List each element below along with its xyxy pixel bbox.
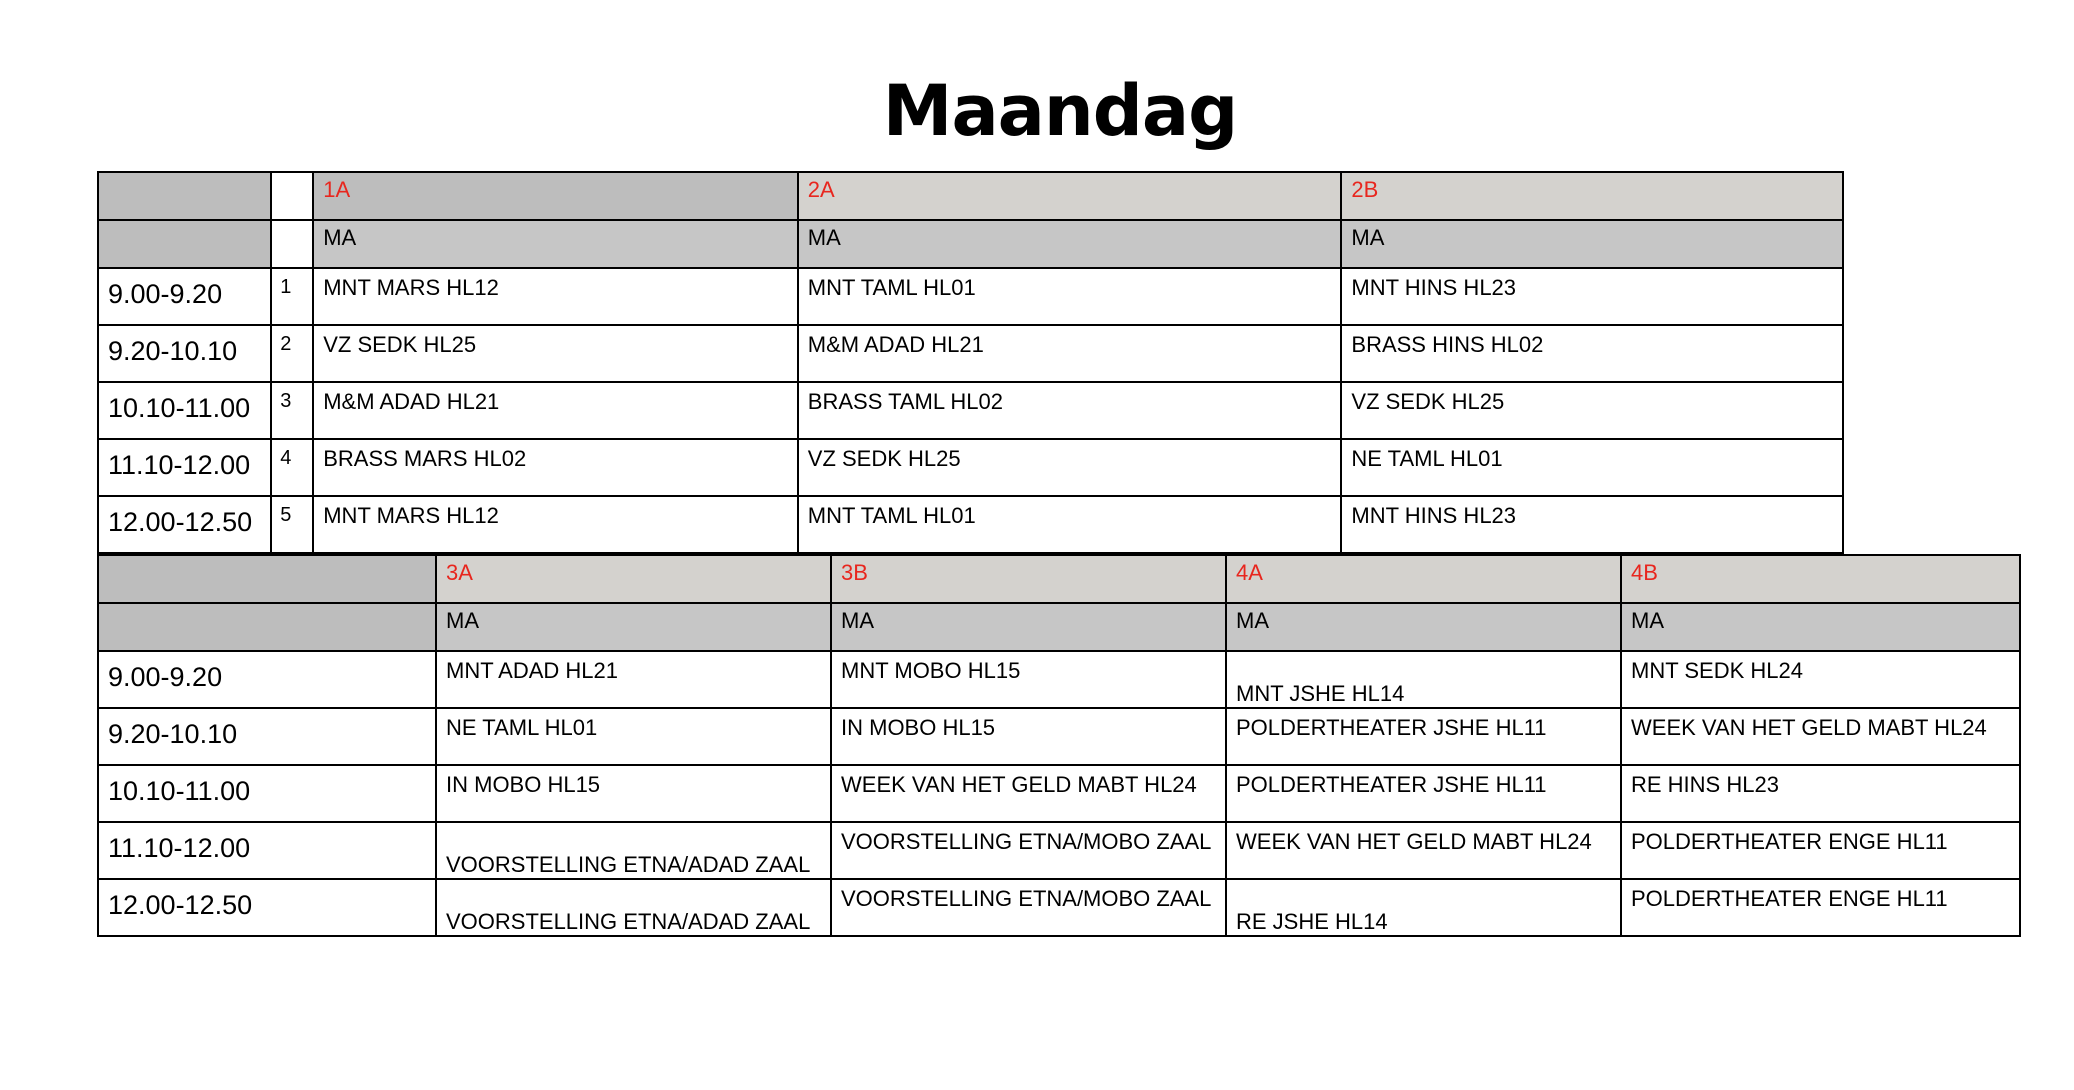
lesuur-cell: 2	[271, 325, 313, 382]
les-cell: MNT HINS HL23	[1341, 496, 1843, 553]
klas-header: 4A	[1226, 555, 1621, 603]
klas-header: 2B	[1341, 172, 1843, 220]
les-cell: POLDERTHEATER ENGE HL11	[1621, 822, 2020, 879]
vak-header: MA	[1226, 603, 1621, 651]
les-cell: POLDERTHEATER JSHE HL11	[1226, 708, 1621, 765]
tijd-cell: 10.10-11.00	[98, 382, 271, 439]
tijd-cell: 10.10-11.00	[98, 765, 436, 822]
vak-header: MA	[436, 603, 831, 651]
vak-header-row	[98, 603, 2020, 651]
page-title: Maandag	[882, 70, 1238, 152]
les-cell: MNT MARS HL12	[313, 268, 798, 325]
les-cell: MNT TAML HL01	[798, 496, 1342, 553]
klas-header: 3B	[831, 555, 1226, 603]
table-row	[98, 708, 2020, 765]
lesuur-cell: 5	[271, 496, 313, 553]
tijd-cell: 9.00-9.20	[98, 651, 436, 708]
les-cell: VZ SEDK HL25	[1341, 382, 1843, 439]
les-cell: POLDERTHEATER ENGE HL11	[1621, 879, 2020, 936]
les-cell: BRASS HINS HL02	[1341, 325, 1843, 382]
vak-header: MA	[1341, 220, 1843, 268]
header-blank-cell	[98, 603, 436, 651]
header-blank-cell	[98, 220, 271, 268]
vak-header-row	[98, 220, 1843, 268]
klas-header-row	[98, 172, 1843, 220]
klas-header: 3A	[436, 555, 831, 603]
klas-header: 2A	[798, 172, 1342, 220]
les-cell: VOORSTELLING ETNA/MOBO ZAAL	[831, 879, 1226, 936]
table-row	[98, 268, 1843, 325]
les-cell: MNT SEDK HL24	[1621, 651, 2020, 708]
header-blank-cell	[98, 172, 271, 220]
table-row	[98, 439, 1843, 496]
rooster-table-2	[97, 554, 2021, 937]
vak-header: MA	[313, 220, 798, 268]
header-blank-cell	[271, 220, 313, 268]
tijd-cell: 11.10-12.00	[98, 439, 271, 496]
les-cell: RE HINS HL23	[1621, 765, 2020, 822]
les-cell: NE TAML HL01	[436, 708, 831, 765]
klas-header-row	[98, 555, 2020, 603]
table-row	[98, 496, 1843, 553]
les-cell: WEEK VAN HET GELD MABT HL24	[1226, 822, 1621, 879]
tijd-cell: 12.00-12.50	[98, 879, 436, 936]
les-cell: M&M ADAD HL21	[798, 325, 1342, 382]
table-row	[98, 879, 2020, 936]
table-row	[98, 382, 1843, 439]
les-cell: MNT TAML HL01	[798, 268, 1342, 325]
header-blank-cell	[98, 555, 436, 603]
les-cell: VOORSTELLING ETNA/ADAD ZAAL	[436, 822, 831, 879]
les-cell: NE TAML HL01	[1341, 439, 1843, 496]
les-cell: VZ SEDK HL25	[798, 439, 1342, 496]
les-cell: WEEK VAN HET GELD MABT HL24	[1621, 708, 2020, 765]
tijd-cell: 11.10-12.00	[98, 822, 436, 879]
lesuur-cell: 3	[271, 382, 313, 439]
les-cell: BRASS TAML HL02	[798, 382, 1342, 439]
lesuur-cell: 1	[271, 268, 313, 325]
tijd-cell: 12.00-12.50	[98, 496, 271, 553]
les-cell: MNT ADAD HL21	[436, 651, 831, 708]
klas-header: 4B	[1621, 555, 2020, 603]
les-cell: M&M ADAD HL21	[313, 382, 798, 439]
les-cell: BRASS MARS HL02	[313, 439, 798, 496]
les-cell: VOORSTELLING ETNA/ADAD ZAAL	[436, 879, 831, 936]
tijd-cell: 9.20-10.10	[98, 325, 271, 382]
vak-header: MA	[798, 220, 1342, 268]
rooster-table-1	[97, 171, 1844, 554]
les-cell: MNT MARS HL12	[313, 496, 798, 553]
klas-header: 1A	[313, 172, 798, 220]
table-row	[98, 325, 1843, 382]
vak-header: MA	[1621, 603, 2020, 651]
les-cell: WEEK VAN HET GELD MABT HL24	[831, 765, 1226, 822]
les-cell: IN MOBO HL15	[831, 708, 1226, 765]
les-cell: MNT HINS HL23	[1341, 268, 1843, 325]
les-cell: MNT MOBO HL15	[831, 651, 1226, 708]
les-cell: POLDERTHEATER JSHE HL11	[1226, 765, 1621, 822]
vak-header: MA	[831, 603, 1226, 651]
table-row	[98, 822, 2020, 879]
les-cell: IN MOBO HL15	[436, 765, 831, 822]
les-cell: VOORSTELLING ETNA/MOBO ZAAL	[831, 822, 1226, 879]
tijd-cell: 9.20-10.10	[98, 708, 436, 765]
les-cell: RE JSHE HL14	[1226, 879, 1621, 936]
lesuur-cell: 4	[271, 439, 313, 496]
table-row	[98, 765, 2020, 822]
les-cell: MNT JSHE HL14	[1226, 651, 1621, 708]
table-row	[98, 651, 2020, 708]
header-blank-cell	[271, 172, 313, 220]
tijd-cell: 9.00-9.20	[98, 268, 271, 325]
les-cell: VZ SEDK HL25	[313, 325, 798, 382]
